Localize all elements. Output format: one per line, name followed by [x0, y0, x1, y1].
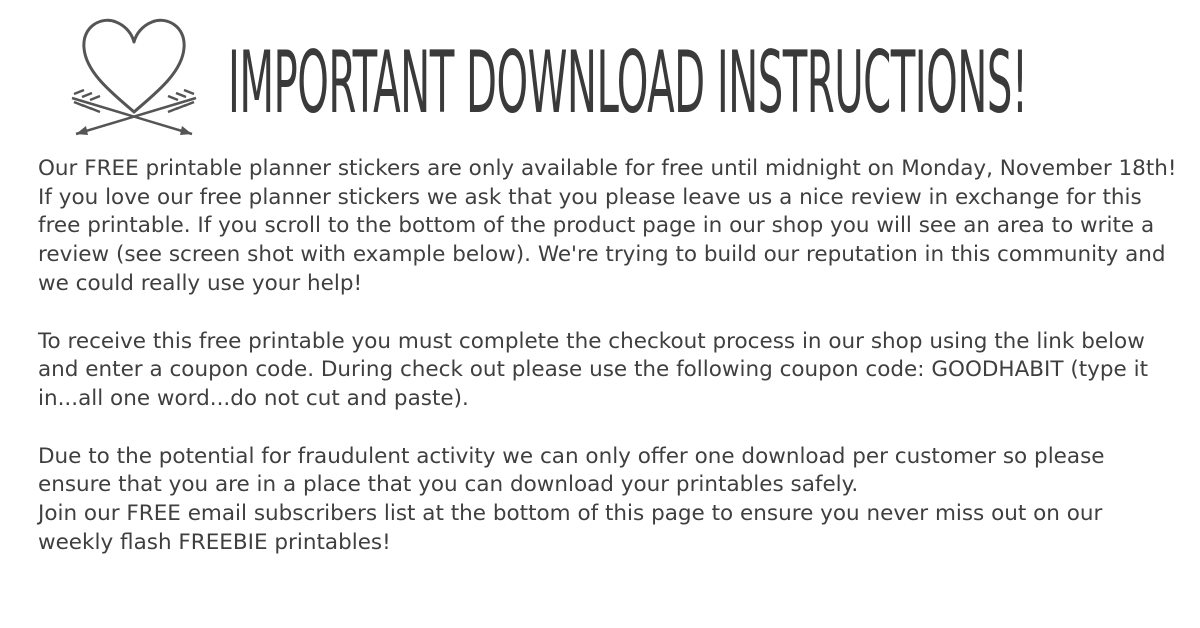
paragraph-subscribe: Join our FREE email subscribers list at the bottom of this page to ensure you never miss out on our weekly flash FREEBIE printables!: [38, 501, 1103, 555]
instructions-body: [38, 155, 1178, 557]
heart-crossed-arrows-icon: [64, 8, 204, 144]
paragraph-download-limit: Due to the potential for fraudulent activity we can only offer one download per customer so please ensure that you are in a place that you can download your printables safely.: [38, 443, 1105, 498]
page-title: IMPORTANT DOWNLOAD INSTRUCTIONS!: [228, 33, 1028, 133]
paragraph-coupon: To receive this free printable you must complete the checkout process in our shop using the link below and enter a coupon code. During check out please use the following coupon code: GOODHABIT (type it in...all one word...do not cut and paste).: [38, 328, 1149, 411]
paragraph-availability: Our FREE printable planner stickers are only available for free until midnight on Monday, November 18th! If you love our free planner stickers we ask that you please leave us a nice review in exchange for this free printable. If you scroll to the bottom of the product page in our shop you will see an area to write a review (see screen shot with example below). We're trying to build our reputation in this community and we could really use your help!: [38, 156, 1177, 296]
